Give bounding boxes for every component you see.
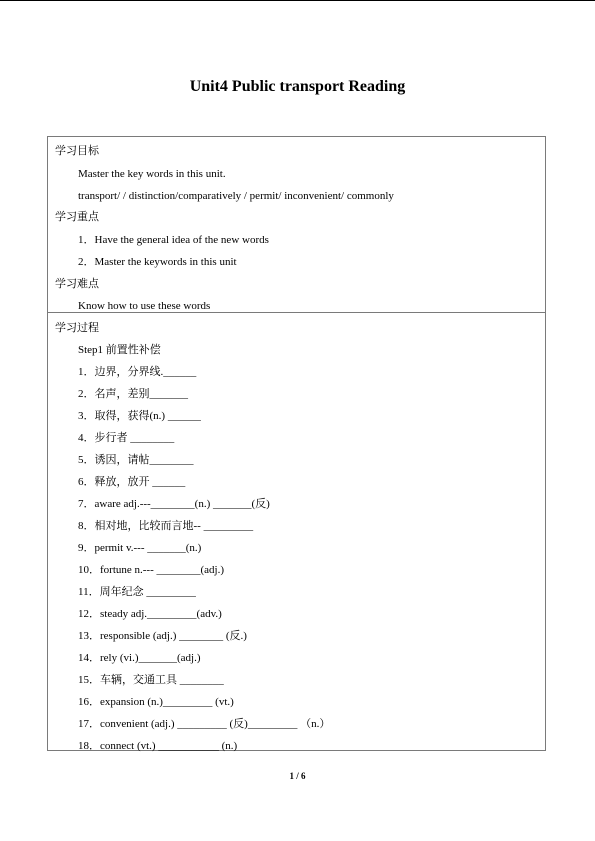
goals-line-2: transport/ / distinction/comparatively / permit/ inconvenient/ commonly — [78, 190, 394, 202]
vocab-item: 7．aware adj.---________(n.) _______(反) — [78, 498, 270, 510]
vocab-item: 8．相对地，比较而言地-- _________ — [78, 520, 254, 532]
section-divider — [48, 312, 545, 313]
page-title: Unit4 Public transport Reading — [189, 78, 406, 95]
focus-item-1: 1．Have the general idea of the new words — [78, 234, 269, 246]
vocab-item: 9．permit v.--- _______(n.) — [78, 542, 202, 554]
vocab-item: 16．expansion (n.)_________ (vt.) — [78, 696, 234, 708]
difficulty-line-1: Know how to use these words — [78, 300, 211, 312]
vocab-item: 17．convenient (adj.) _________ (反)_________ （n.） — [78, 718, 331, 730]
goals-line-1: Master the key words in this unit. — [78, 168, 226, 180]
vocab-item: 10．fortune n.--- ________(adj.) — [78, 564, 225, 576]
vocab-item: 2．名声，差别_______ — [78, 388, 188, 400]
focus-item-2: 2．Master the keywords in this unit — [78, 256, 237, 268]
vocab-item: 3．取得，获得(n.) ______ — [78, 410, 201, 422]
vocab-item: 6．释放，放开 ______ — [78, 476, 186, 488]
vocab-item: 4．步行者 ________ — [78, 432, 175, 444]
difficulty-heading: 学习难点 — [55, 278, 99, 290]
focus-heading: 学习重点 — [55, 211, 99, 223]
goals-heading: 学习目标 — [55, 145, 99, 157]
vocab-item: 14．rely (vi.)_______(adj.) — [78, 652, 201, 664]
step-heading: Step1 前置性补偿 — [78, 344, 161, 356]
vocab-item: 13．responsible (adj.) ________ (反.) — [78, 630, 247, 642]
vocab-item: 1．边界，分界线.______ — [78, 366, 197, 378]
vocab-item: 5．诱因，请帖________ — [78, 454, 194, 466]
top-rule — [0, 0, 595, 1]
vocab-item: 18．connect (vt.) ___________ (n.) — [78, 740, 238, 752]
vocab-item: 11．周年纪念 _________ — [78, 586, 196, 598]
page-number: 1 / 6 — [289, 771, 306, 781]
vocab-item: 15．车辆，交通工具 ________ — [78, 674, 224, 686]
vocab-item: 12．steady adj._________(adv.) — [78, 608, 222, 620]
content-table — [47, 136, 546, 751]
process-heading: 学习过程 — [55, 322, 99, 334]
